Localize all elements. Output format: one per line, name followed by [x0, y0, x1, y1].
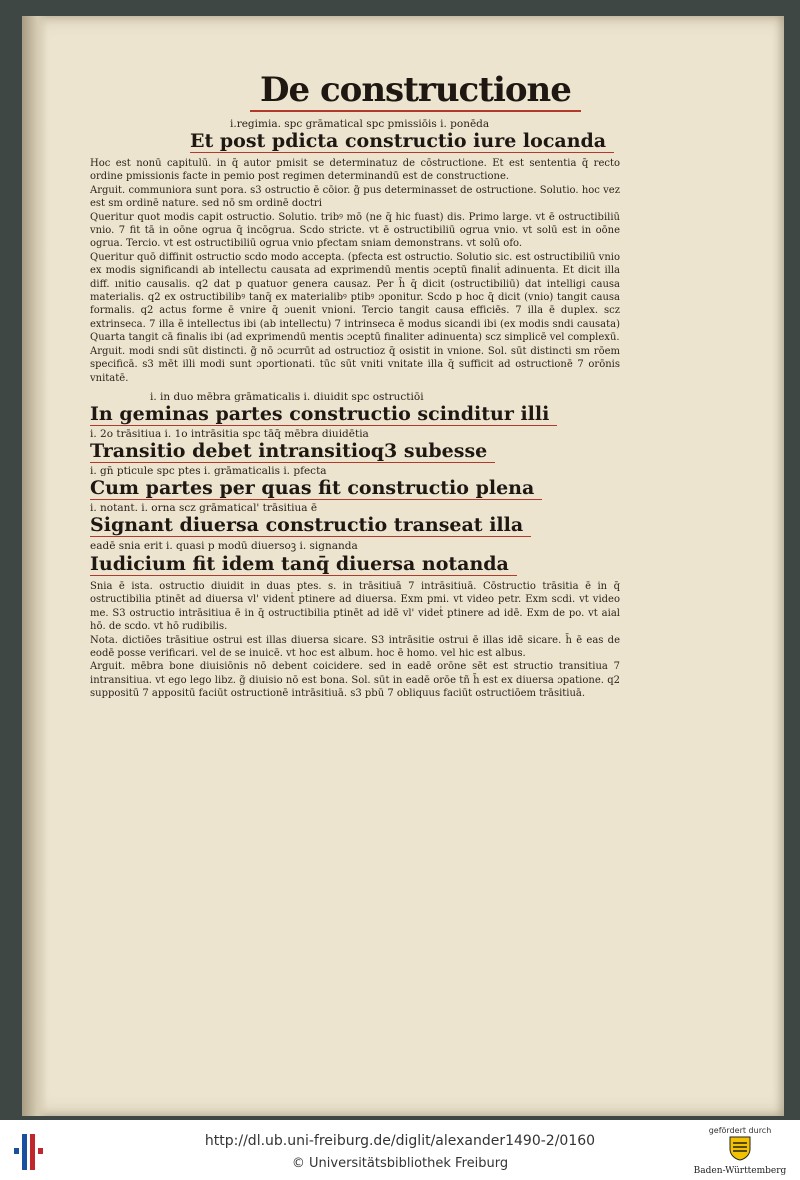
chapter-title [250, 70, 581, 112]
commentary-paragraph: Arguit. communiora sunt pora. s3 ostructio ē cōior. g̃ pus determinasset de ostructione. Solutio. hoc vez est sm ordinē nature. sed nō sm ordinē doctri [90, 184, 620, 210]
commentary-paragraph: Arguit. mēbra bone diuisiōnis nō debent coicidere. sed in eadē orōne sēt est structio transitiua 7 intransitiua. vt ego lego libz. g̃ diuisio nō est bona. Sol. sūt in eadē orōe tñ h̄ est ex diuersa ɔpatione. q2 suppositū 7 appositū faciūt ostructionē intrāsitiuā. s3 pbū 7 obliquus faciūt ostructiōem trāsitiuā. [90, 661, 620, 700]
state-coat-of-arms-icon [727, 1135, 753, 1161]
commentary-paragraph: Snia ē ista. ostructio diuidit in duas ptes. s. in trāsitiuā 7 intrāsitiuā. Cōstructio trāsitia ē in q̄ ostructibilia ptinēt ad diuersa vl' videnṫ ptinere ad diuersa. Exm pmi. vt video petr. Exm scdi. vt video me. S3 ostructio intrāsitiua ē in q̄ ostructibilia ptinēt ad idē vl' videṫ ptinere ad idē. Exm de po. vt aial hō. de scdo. vt hō rudibilis. [90, 580, 620, 633]
sponsor-block [690, 1124, 790, 1178]
interlinear-gloss: i. 2o trāsitiua i. 1o intrāsitia spc tāq̄ mēbra diuidētia [90, 427, 369, 440]
commentary-paragraph: Queritur quō diffinit ostructio scdo modo accepta. (pfecta est ostructio. Solutio sic. est ostructibiliū vnio ex modis significandi ab intellectu causata ad exprimendū mentis ɔceptū finaliṫ adinuenta. Et dicit illa diff. ınitio causalis. q2 dat p quatuor genera causaz. Per h̄ q̄ dicit (ostructibiliū) dat intelligi causa materialis. q2 ex ostructibilibꝰ tanq̄ ex materialibꝰ ptibꝰ ɔponitur. Scdo p hoc q̄ dicit (vnio) tangit causa formalis. q2 actus forme ē vnire q̄ ɔuenit vnioni. Tercio tangit causa efficiēs. 7 illa ē duplex. scz extrinseca. 7 illa ē intellectus ibi (ab intellectu) 7 intrinseca ē modus sicandi ibi (ex modis sndi causata) Quarta tangit cā finalis ibi (ad exprimendū mentis ɔceptū finaliter adinuenta) scz simplicē vel complexū. [90, 251, 620, 344]
interlinear-gloss: i. gn̄ pticule spc ptes i. grāmaticalis i. pfecta [90, 464, 327, 477]
verse-line: In geminas partes constructio scinditur illi [90, 403, 557, 426]
sponsor-label: gefördert durch [708, 1126, 772, 1135]
library-logo-icon [12, 1130, 48, 1174]
chapter-title-text: De constructione [260, 70, 571, 110]
page-gutter [22, 16, 48, 1116]
verse-line: Signant diuersa constructio transeat illa [90, 514, 531, 537]
interlinear-gloss: i. notant. i. orna scz grāmatical' trāsitiua ē [90, 501, 318, 514]
interlinear-gloss: i. in duo mēbra grāmaticalis i. diuidit spc ostructiōi [150, 390, 424, 403]
interlinear-gloss: i.regimia. spc grāmatical spc pmissiōis i. ponēda [230, 118, 490, 130]
footer-bar [0, 1120, 800, 1180]
commentary-paragraph: Hoc est nonū capitulū. in q̄ autor pmisit se determinatuz de cōstructione. Et est sententia q̄ recto ordine pmissionis facte in pemio post regimen determinandū est de constructione. [90, 158, 620, 183]
commentary-paragraph: Queritur quot modis capit ostructio. Solutio. tribꝰ mō (ne q̄ hic fuast) dis. Primo large. vt ē ostructibiliū vnio. 7 fit tā in oōne ogrua q̄ incōgrua. Scdo stricte. vt ē ostructibiliū ogrua vnio. vt solū est in oōne ogrua. Tercio. vt est ostructibiliū ogrua vnio pfectam sniam demonstrans. vt solū ofo. [90, 211, 620, 250]
verse-line: Cum partes per quas fit constructio plena [90, 477, 542, 500]
permalink-link[interactable]: http://dl.ub.uni-freiburg.de/diglit/alexander1490-2/0160 [204, 1133, 596, 1149]
verse-line: Et post pdicta constructio iure locanda [190, 130, 614, 153]
sponsor-name: Baden-Württemberg [693, 1166, 787, 1176]
interlinear-gloss: eadē snia erit i. quasi p modū diuersoꝫ i. signanda [90, 539, 358, 552]
copyright-notice: © Universitätsbibliothek Freiburg [291, 1156, 509, 1171]
page-text [90, 70, 620, 701]
verse-line: Transitio debet intransitioq3 subesse [90, 440, 495, 463]
commentary-paragraph: Arguit. modi sndi sūt distincti. g̃ nō ɔcurrūt ad ostructioz q̄ osistit in vnione. Sol. sūt distincti sm rōem specificā. s3 mēt illi modi sunt ɔportionati. tūc sūt vniti vnitate illa q̄ sufficit ad ostructionē 7 orōnis vnitatē. [90, 345, 620, 384]
verse-line: Iudicium fit idem tanq̄ diuersa notanda [90, 553, 517, 576]
commentary-paragraph: Nota. dictiōes trāsitiue ostrui est illas diuersa sicare. S3 intrāsitie ostrui ē illas idē sicare. h̄ ē eas de eodē posse verificari. vel de se inuicē. vt hoc est album. hoc ē homo. vel hic est albus. [90, 634, 620, 659]
